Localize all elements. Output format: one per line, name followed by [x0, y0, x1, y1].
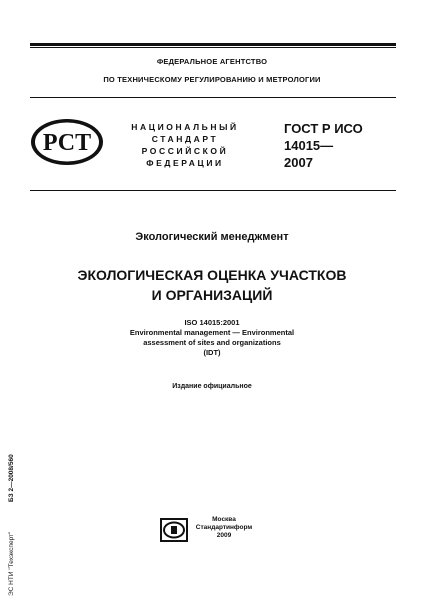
- title-separator-rule: [30, 190, 396, 191]
- title-line: ЭКОЛОГИЧЕСКАЯ ОЦЕНКА УЧАСТКОВ: [77, 267, 347, 283]
- rst-logo-icon: [29, 117, 105, 167]
- national-line: ФЕДЕРАЦИИ: [146, 158, 224, 168]
- iso-line: Environmental management — Environmental: [129, 328, 295, 337]
- document-title: [0, 265, 424, 305]
- iso-line: ISO 14015:2001: [184, 318, 240, 327]
- national-line: СТАНДАРТ: [151, 134, 219, 144]
- top-thin-rule: [30, 47, 396, 48]
- iso-reference: [0, 318, 424, 358]
- publisher-line: 2009: [216, 532, 232, 539]
- national-line: НАЦИОНАЛЬНЫЙ: [131, 122, 239, 132]
- publisher-line: Москва: [212, 516, 236, 523]
- agency-line-2: ПО ТЕХНИЧЕСКОМУ РЕГУЛИРОВАНИЮ И МЕТРОЛОГИИ: [103, 75, 321, 84]
- gost-line: 2007: [284, 155, 313, 170]
- rst-logo-letters: РСТ: [42, 130, 92, 156]
- iso-line: (IDT): [203, 348, 221, 357]
- subject-heading: Экологический менеджмент: [135, 231, 289, 243]
- gost-line: 14015—: [284, 138, 334, 153]
- publisher-line: Стандартинформ: [195, 524, 253, 531]
- agency-line-1: ФЕДЕРАЛЬНОЕ АГЕНТСТВО: [156, 57, 268, 66]
- publisher-logo-icon: [160, 518, 188, 542]
- gost-line: ГОСТ Р ИСО: [284, 121, 363, 136]
- side-code-label: БЗ 2—2008/560: [8, 454, 15, 502]
- top-thick-rule: [30, 43, 396, 46]
- header-separator-rule: [30, 97, 396, 98]
- national-standard-label: [115, 121, 255, 169]
- publisher-info: [194, 516, 254, 540]
- official-edition-label: Издание официальное: [172, 383, 252, 390]
- iso-line: assessment of sites and organizations: [143, 338, 281, 347]
- national-line: РОССИЙСКОЙ: [141, 146, 229, 156]
- watermark-label: ЭС НТИ "Техэксперт": [8, 531, 15, 596]
- gost-number: [284, 120, 363, 171]
- title-line: И ОРГАНИЗАЦИЙ: [151, 287, 273, 303]
